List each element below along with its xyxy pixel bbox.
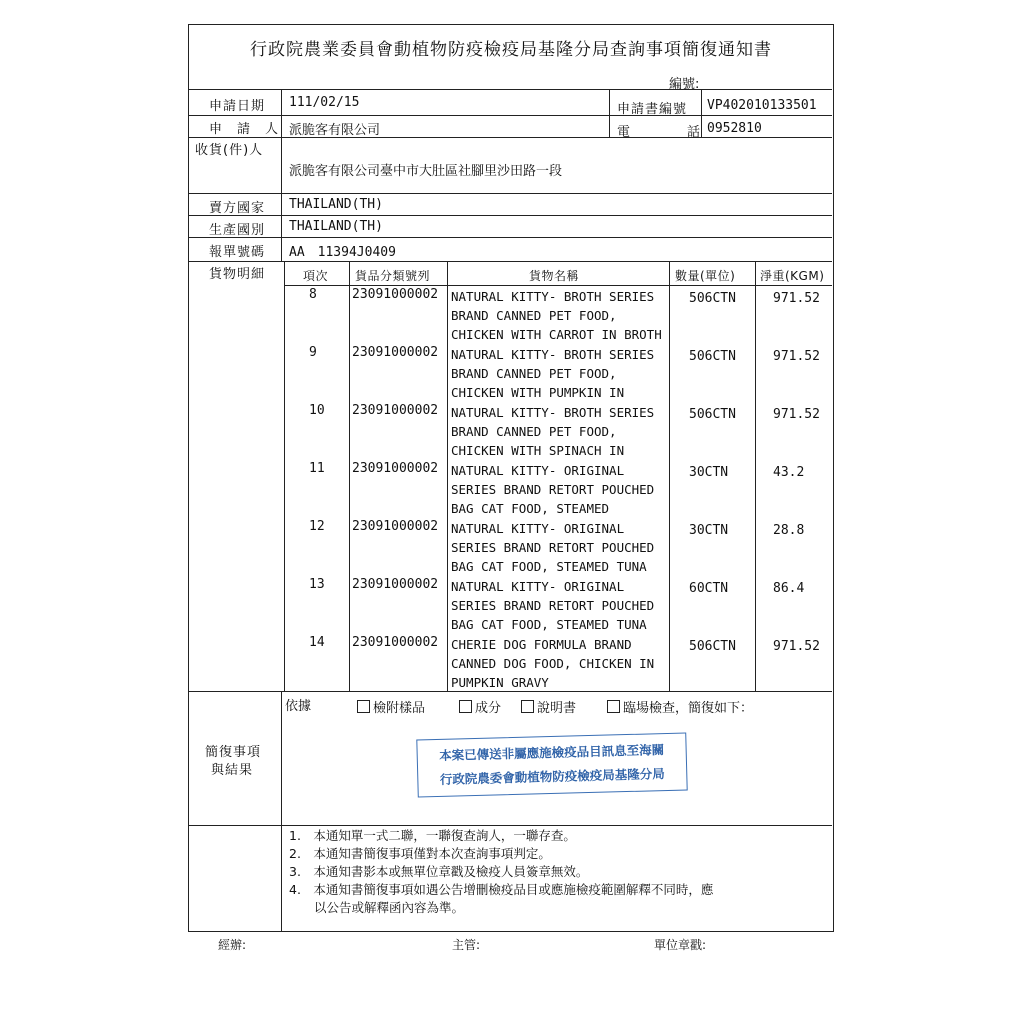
row-item-no: 11 <box>309 461 325 476</box>
row-item-no: 12 <box>309 519 325 534</box>
row-code: 23091000002 <box>352 577 439 592</box>
row-code: 23091000002 <box>352 345 439 360</box>
row-item-no: 10 <box>309 403 325 418</box>
application-date: 111/02/15 <box>289 95 360 110</box>
seller-country: THAILAND(TH) <box>289 197 383 212</box>
document-title: 行政院農業委員會動植物防疫檢疫局基隆分局查詢事項簡復通知書 <box>250 40 772 60</box>
note-4: 4. 本通知書簡復事項如遇公告增刪檢疫品目或應施檢疫範圍解釋不同時，應 <box>289 882 714 897</box>
row-weight: 971.52 <box>773 639 820 654</box>
checkbox-icon <box>357 700 370 713</box>
row-quantity: 30CTN <box>689 523 729 538</box>
footer-unit-stamp: 單位章戳: <box>654 938 707 952</box>
row-quantity: 30CTN <box>689 465 729 480</box>
row-quantity: 60CTN <box>689 581 729 596</box>
goods-section-label: 貨物明細 <box>209 267 266 282</box>
row-item-no: 13 <box>309 577 325 592</box>
reply-label-1: 簡復事項 <box>205 745 262 760</box>
date-label: 申請日期 <box>209 99 266 114</box>
footer-handler: 經辦: <box>218 938 247 952</box>
row-weight: 43.2 <box>773 465 805 480</box>
declaration-no: AA 11394J0409 <box>289 245 396 260</box>
checkbox-icon <box>521 700 534 713</box>
option-inspection[interactable]: 臨場檢查，簡復如下： <box>607 697 753 716</box>
notice-form <box>188 24 834 932</box>
note-2: 2. 本通知書簡復事項僅對本次查詢事項判定。 <box>289 846 551 861</box>
checkbox-icon <box>607 700 620 713</box>
header-qty: 數量(單位) <box>675 269 736 283</box>
consignee-label: 收貨(件)人 <box>195 143 264 158</box>
option-sample[interactable]: 檢附樣品 <box>357 697 425 716</box>
header-item: 項次 <box>303 269 329 283</box>
declaration-label: 報單號碼 <box>209 245 266 260</box>
row-item-no: 8 <box>309 287 317 302</box>
row-item-no: 9 <box>309 345 317 360</box>
header-code: 貨品分類號列 <box>355 269 431 283</box>
origin-country: THAILAND(TH) <box>289 219 383 234</box>
phone-label: 電 話 <box>617 125 702 140</box>
serial-label: 編號: <box>669 77 700 92</box>
row-quantity: 506CTN <box>689 349 736 364</box>
form-no-label: 申請書編號 <box>617 102 688 117</box>
row-weight: 971.52 <box>773 349 820 364</box>
applicant-label: 申 請 人 <box>209 122 280 137</box>
row-goods-name: NATURAL KITTY- ORIGINAL SERIES BRAND RETORT POUCHED BAG CAT FOOD, STEAMED TUNA <box>451 521 655 574</box>
reply-label-2: 與結果 <box>211 763 254 778</box>
origin-label: 生產國別 <box>209 223 266 238</box>
row-goods-name: NATURAL KITTY- BROTH SERIES BRAND CANNED PET FOOD, CHICKEN WITH SPINACH IN <box>451 405 655 458</box>
row-item-no: 14 <box>309 635 325 650</box>
seller-country-label: 賣方國家 <box>209 201 266 216</box>
row-quantity: 506CTN <box>689 639 736 654</box>
row-quantity: 506CTN <box>689 407 736 422</box>
row-code: 23091000002 <box>352 635 439 650</box>
row-weight: 971.52 <box>773 291 820 306</box>
row-weight: 86.4 <box>773 581 805 596</box>
checkbox-icon <box>459 700 472 713</box>
option-manual[interactable]: 說明書 <box>521 697 576 716</box>
row-quantity: 506CTN <box>689 291 736 306</box>
note-5: 以公告或解釋函內容為準。 <box>289 900 465 915</box>
row-code: 23091000002 <box>352 519 439 534</box>
row-code: 23091000002 <box>352 461 439 476</box>
phone: 0952810 <box>707 121 762 136</box>
basis-label: 依據 <box>285 699 312 714</box>
consignee: 派脆客有限公司臺中市大肚區社腳里沙田路一段 <box>289 164 563 179</box>
note-3: 3. 本通知書影本或無單位章戳及檢疫人員簽章無效。 <box>289 864 589 879</box>
form-no: VP402010133501 <box>707 98 817 113</box>
row-goods-name: NATURAL KITTY- BROTH SERIES BRAND CANNED PET FOOD, CHICKEN WITH CARROT IN BROTH <box>451 289 662 342</box>
row-goods-name: CHERIE DOG FORMULA BRAND CANNED DOG FOOD, CHICKEN IN PUMPKIN GRAVY <box>451 637 655 690</box>
row-code: 23091000002 <box>352 403 439 418</box>
row-weight: 971.52 <box>773 407 820 422</box>
option-ingredient[interactable]: 成分 <box>459 697 501 716</box>
applicant: 派脆客有限公司 <box>289 123 381 138</box>
row-goods-name: NATURAL KITTY- ORIGINAL SERIES BRAND RETORT POUCHED BAG CAT FOOD, STEAMED <box>451 463 655 516</box>
note-1: 1. 本通知單一式二聯，一聯復查詢人，一聯存查。 <box>289 828 576 843</box>
header-name: 貨物名稱 <box>529 269 580 283</box>
header-weight: 淨重(KGM) <box>760 269 825 283</box>
official-stamp: 本案已傳送非屬應施檢疫品目訊息至海關 行政院農委會動植物防疫檢疫局基隆分局 <box>416 732 687 797</box>
row-goods-name: NATURAL KITTY- BROTH SERIES BRAND CANNED PET FOOD, CHICKEN WITH PUMPKIN IN <box>451 347 655 400</box>
row-weight: 28.8 <box>773 523 805 538</box>
footer-supervisor: 主管: <box>452 938 481 952</box>
row-goods-name: NATURAL KITTY- ORIGINAL SERIES BRAND RETORT POUCHED BAG CAT FOOD, STEAMED TUNA <box>451 579 655 632</box>
row-code: 23091000002 <box>352 287 439 302</box>
